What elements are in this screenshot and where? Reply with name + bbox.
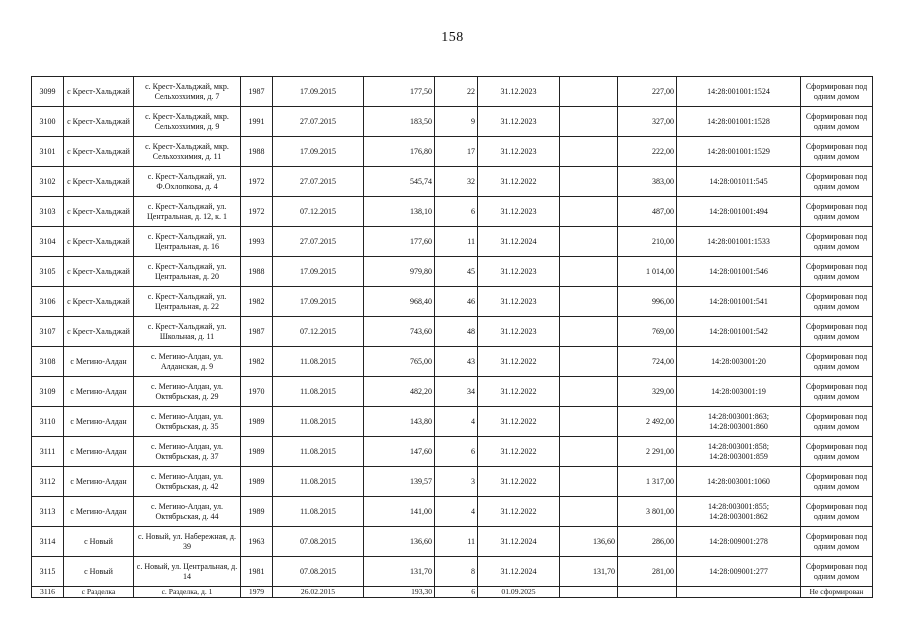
cell-address: с. Новый, ул. Центральная, д. 14 (134, 557, 241, 587)
cell-cost: 327,00 (618, 107, 677, 137)
cell-extra-area (560, 137, 618, 167)
cell-row-number: 3111 (32, 437, 64, 467)
cell-extra-area: 136,60 (560, 527, 618, 557)
cell-extra-area (560, 107, 618, 137)
cell-extra-area (560, 407, 618, 437)
table-body (32, 77, 873, 598)
cell-cost: 769,00 (618, 317, 677, 347)
table-row (32, 437, 873, 467)
cell-residents: 3 (435, 467, 478, 497)
cell-cost: 281,00 (618, 557, 677, 587)
cell-year-built: 1972 (241, 167, 273, 197)
cell-row-number: 3110 (32, 407, 64, 437)
cell-row-number: 3104 (32, 227, 64, 257)
cell-cadastral-number: 14:28:003001:863; 14:28:003001:860 (677, 407, 801, 437)
cell-deadline: 31.12.2023 (478, 197, 560, 227)
cell-deadline: 31.12.2024 (478, 227, 560, 257)
cell-settlement: с Крест-Хальджай (64, 77, 134, 107)
table-row (32, 107, 873, 137)
cell-address: с. Крест-Хальджай, ул. Школьная, д. 11 (134, 317, 241, 347)
cell-extra-area (560, 317, 618, 347)
cell-date: 11.08.2015 (273, 407, 364, 437)
cell-residents: 11 (435, 227, 478, 257)
cell-address: с. Крест-Хальджай, ул. Центральная, д. 16 (134, 227, 241, 257)
cell-land-status: Сформирован под одним домом (801, 227, 873, 257)
cell-extra-area (560, 437, 618, 467)
cell-deadline: 01.09.2025 (478, 587, 560, 598)
housing-registry-table (31, 76, 873, 598)
cell-cost: 1 014,00 (618, 257, 677, 287)
cell-deadline: 31.12.2022 (478, 347, 560, 377)
table-row (32, 527, 873, 557)
cell-settlement: с Крест-Хальджай (64, 167, 134, 197)
cell-address: с. Мегино-Алдан, ул. Октябрьская, д. 35 (134, 407, 241, 437)
cell-land-status: Не сформирован (801, 587, 873, 598)
cell-year-built: 1989 (241, 497, 273, 527)
cell-address: с. Крест-Хальджай, ул. Центральная, д. 20 (134, 257, 241, 287)
cell-extra-area (560, 167, 618, 197)
cell-address: с. Крест-Хальджай, мкр. Сельхозхимия, д. 11 (134, 137, 241, 167)
cell-address: с. Крест-Хальджай, мкр. Сельхозхимия, д. 7 (134, 77, 241, 107)
cell-residents: 48 (435, 317, 478, 347)
table-row (32, 347, 873, 377)
cell-residents: 9 (435, 107, 478, 137)
cell-area: 968,40 (364, 287, 435, 317)
cell-settlement: с Крест-Хальджай (64, 197, 134, 227)
cell-land-status: Сформирован под одним домом (801, 257, 873, 287)
table-row (32, 257, 873, 287)
cell-residents: 46 (435, 287, 478, 317)
cell-deadline: 31.12.2022 (478, 407, 560, 437)
table-row (32, 137, 873, 167)
table-row (32, 467, 873, 497)
cell-residents: 6 (435, 437, 478, 467)
cell-year-built: 1988 (241, 137, 273, 167)
cell-row-number: 3114 (32, 527, 64, 557)
cell-row-number: 3101 (32, 137, 64, 167)
cell-settlement: с Мегино-Алдан (64, 467, 134, 497)
cell-land-status: Сформирован под одним домом (801, 557, 873, 587)
page-number: 158 (441, 30, 464, 45)
table-row (32, 317, 873, 347)
cell-deadline: 31.12.2022 (478, 437, 560, 467)
cell-cadastral-number: 14:28:001001:1529 (677, 137, 801, 167)
cell-address: с. Мегино-Алдан, ул. Октябрьская, д. 29 (134, 377, 241, 407)
cell-address: с. Крест-Хальджай, ул. Ф.Охлопкова, д. 4 (134, 167, 241, 197)
cell-land-status: Сформирован под одним домом (801, 377, 873, 407)
cell-cadastral-number: 14:28:003001:1060 (677, 467, 801, 497)
cell-area: 147,60 (364, 437, 435, 467)
table-row (32, 497, 873, 527)
cell-extra-area (560, 197, 618, 227)
cell-extra-area (560, 227, 618, 257)
cell-year-built: 1963 (241, 527, 273, 557)
cell-date: 07.12.2015 (273, 317, 364, 347)
cell-row-number: 3108 (32, 347, 64, 377)
table-row (32, 197, 873, 227)
cell-area: 176,80 (364, 137, 435, 167)
cell-residents: 4 (435, 407, 478, 437)
cell-date: 11.08.2015 (273, 497, 364, 527)
cell-land-status: Сформирован под одним домом (801, 137, 873, 167)
cell-settlement: с Крест-Хальджай (64, 287, 134, 317)
table-row (32, 167, 873, 197)
cell-cost: 383,00 (618, 167, 677, 197)
cell-year-built: 1982 (241, 287, 273, 317)
cell-land-status: Сформирован под одним домом (801, 497, 873, 527)
cell-cadastral-number: 14:28:001001:1533 (677, 227, 801, 257)
cell-cost: 227,00 (618, 77, 677, 107)
cell-residents: 11 (435, 527, 478, 557)
cell-area: 139,57 (364, 467, 435, 497)
cell-settlement: с Новый (64, 527, 134, 557)
cell-cost (618, 587, 677, 598)
cell-date: 07.12.2015 (273, 197, 364, 227)
cell-date: 26.02.2015 (273, 587, 364, 598)
table-row (32, 407, 873, 437)
cell-cost: 2 291,00 (618, 437, 677, 467)
cell-year-built: 1987 (241, 317, 273, 347)
cell-residents: 32 (435, 167, 478, 197)
cell-extra-area: 131,70 (560, 557, 618, 587)
cell-year-built: 1972 (241, 197, 273, 227)
cell-row-number: 3099 (32, 77, 64, 107)
cell-area: 743,60 (364, 317, 435, 347)
cell-address: с. Разделка, д. 1 (134, 587, 241, 598)
cell-address: с. Новый, ул. Набережная, д. 39 (134, 527, 241, 557)
cell-row-number: 3113 (32, 497, 64, 527)
cell-row-number: 3107 (32, 317, 64, 347)
cell-residents: 22 (435, 77, 478, 107)
cell-cadastral-number (677, 587, 801, 598)
cell-cost: 724,00 (618, 347, 677, 377)
cell-residents: 8 (435, 557, 478, 587)
cell-row-number: 3109 (32, 377, 64, 407)
cell-date: 11.08.2015 (273, 377, 364, 407)
cell-year-built: 1970 (241, 377, 273, 407)
cell-settlement: с Мегино-Алдан (64, 347, 134, 377)
cell-land-status: Сформирован под одним домом (801, 167, 873, 197)
cell-year-built: 1979 (241, 587, 273, 598)
cell-date: 27.07.2015 (273, 167, 364, 197)
cell-area: 177,50 (364, 77, 435, 107)
cell-address: с. Мегино-Алдан, ул. Октябрьская, д. 42 (134, 467, 241, 497)
cell-cadastral-number: 14:28:009001:278 (677, 527, 801, 557)
cell-settlement: с Крест-Хальджай (64, 227, 134, 257)
cell-address: с. Мегино-Алдан, ул. Октябрьская, д. 37 (134, 437, 241, 467)
cell-area: 138,10 (364, 197, 435, 227)
table-row (32, 377, 873, 407)
cell-land-status: Сформирован под одним домом (801, 287, 873, 317)
cell-cost: 2 492,00 (618, 407, 677, 437)
cell-residents: 6 (435, 587, 478, 598)
cell-deadline: 31.12.2023 (478, 257, 560, 287)
cell-extra-area (560, 257, 618, 287)
cell-land-status: Сформирован под одним домом (801, 77, 873, 107)
cell-address: с. Крест-Хальджай, мкр. Сельхозхимия, д. 9 (134, 107, 241, 137)
cell-settlement: с Новый (64, 557, 134, 587)
cell-date: 27.07.2015 (273, 227, 364, 257)
cell-area: 193,30 (364, 587, 435, 598)
cell-cost: 222,00 (618, 137, 677, 167)
cell-residents: 34 (435, 377, 478, 407)
cell-area: 143,80 (364, 407, 435, 437)
cell-cadastral-number: 14:28:001001:542 (677, 317, 801, 347)
cell-address: с. Крест-Хальджай, ул. Центральная, д. 12, к. 1 (134, 197, 241, 227)
cell-residents: 17 (435, 137, 478, 167)
cell-area: 545,74 (364, 167, 435, 197)
cell-year-built: 1989 (241, 467, 273, 497)
cell-area: 183,50 (364, 107, 435, 137)
cell-row-number: 3115 (32, 557, 64, 587)
cell-deadline: 31.12.2023 (478, 137, 560, 167)
cell-area: 131,70 (364, 557, 435, 587)
cell-cadastral-number: 14:28:009001:277 (677, 557, 801, 587)
table-row (32, 587, 873, 598)
cell-date: 17.09.2015 (273, 257, 364, 287)
cell-area: 765,00 (364, 347, 435, 377)
cell-area: 482,20 (364, 377, 435, 407)
cell-date: 17.09.2015 (273, 77, 364, 107)
cell-year-built: 1987 (241, 77, 273, 107)
cell-land-status: Сформирован под одним домом (801, 197, 873, 227)
cell-row-number: 3116 (32, 587, 64, 598)
cell-year-built: 1993 (241, 227, 273, 257)
cell-cadastral-number: 14:28:003001:20 (677, 347, 801, 377)
cell-year-built: 1981 (241, 557, 273, 587)
cell-row-number: 3103 (32, 197, 64, 227)
cell-cadastral-number: 14:28:003001:855; 14:28:003001:862 (677, 497, 801, 527)
cell-deadline: 31.12.2022 (478, 377, 560, 407)
cell-area: 141,00 (364, 497, 435, 527)
cell-date: 11.08.2015 (273, 467, 364, 497)
cell-deadline: 31.12.2024 (478, 527, 560, 557)
cell-deadline: 31.12.2023 (478, 77, 560, 107)
cell-extra-area (560, 467, 618, 497)
cell-row-number: 3105 (32, 257, 64, 287)
cell-land-status: Сформирован под одним домом (801, 527, 873, 557)
cell-extra-area (560, 287, 618, 317)
cell-address: с. Мегино-Алдан, ул. Октябрьская, д. 44 (134, 497, 241, 527)
cell-year-built: 1982 (241, 347, 273, 377)
cell-address: с. Крест-Хальджай, ул. Центральная, д. 22 (134, 287, 241, 317)
cell-year-built: 1989 (241, 407, 273, 437)
cell-extra-area (560, 347, 618, 377)
cell-settlement: с Крест-Хальджай (64, 257, 134, 287)
cell-settlement: с Мегино-Алдан (64, 377, 134, 407)
cell-cadastral-number: 14:28:001001:494 (677, 197, 801, 227)
cell-residents: 4 (435, 497, 478, 527)
cell-land-status: Сформирован под одним домом (801, 107, 873, 137)
cell-year-built: 1989 (241, 437, 273, 467)
cell-cadastral-number: 14:28:001001:541 (677, 287, 801, 317)
cell-residents: 43 (435, 347, 478, 377)
cell-date: 17.09.2015 (273, 287, 364, 317)
cell-cost: 3 801,00 (618, 497, 677, 527)
cell-area: 979,80 (364, 257, 435, 287)
cell-cadastral-number: 14:28:003001:858; 14:28:003001:859 (677, 437, 801, 467)
cell-cost: 329,00 (618, 377, 677, 407)
cell-deadline: 31.12.2022 (478, 467, 560, 497)
table-row (32, 77, 873, 107)
cell-extra-area (560, 77, 618, 107)
cell-date: 07.08.2015 (273, 527, 364, 557)
cell-settlement: с Крест-Хальджай (64, 317, 134, 347)
cell-residents: 45 (435, 257, 478, 287)
cell-land-status: Сформирован под одним домом (801, 407, 873, 437)
cell-cost: 487,00 (618, 197, 677, 227)
cell-extra-area (560, 587, 618, 598)
cell-land-status: Сформирован под одним домом (801, 317, 873, 347)
cell-year-built: 1988 (241, 257, 273, 287)
cell-date: 07.08.2015 (273, 557, 364, 587)
cell-residents: 6 (435, 197, 478, 227)
cell-deadline: 31.12.2023 (478, 287, 560, 317)
cell-cost: 1 317,00 (618, 467, 677, 497)
cell-land-status: Сформирован под одним домом (801, 347, 873, 377)
cell-area: 136,60 (364, 527, 435, 557)
cell-date: 11.08.2015 (273, 437, 364, 467)
cell-cost: 996,00 (618, 287, 677, 317)
cell-cost: 286,00 (618, 527, 677, 557)
cell-area: 177,60 (364, 227, 435, 257)
cell-address: с. Мегино-Алдан, ул. Алданская, д. 9 (134, 347, 241, 377)
cell-cadastral-number: 14:28:001001:546 (677, 257, 801, 287)
cell-land-status: Сформирован под одним домом (801, 437, 873, 467)
cell-row-number: 3100 (32, 107, 64, 137)
cell-deadline: 31.12.2023 (478, 107, 560, 137)
cell-row-number: 3106 (32, 287, 64, 317)
cell-deadline: 31.12.2022 (478, 167, 560, 197)
cell-row-number: 3112 (32, 467, 64, 497)
cell-settlement: с Крест-Хальджай (64, 107, 134, 137)
table-row (32, 557, 873, 587)
cell-deadline: 31.12.2023 (478, 317, 560, 347)
cell-settlement: с Мегино-Алдан (64, 407, 134, 437)
cell-cadastral-number: 14:28:003001:19 (677, 377, 801, 407)
cell-extra-area (560, 377, 618, 407)
table-row (32, 287, 873, 317)
cell-settlement: с Разделка (64, 587, 134, 598)
cell-cadastral-number: 14:28:001001:1528 (677, 107, 801, 137)
cell-cadastral-number: 14:28:001011:545 (677, 167, 801, 197)
cell-settlement: с Крест-Хальджай (64, 137, 134, 167)
cell-cost: 210,00 (618, 227, 677, 257)
cell-deadline: 31.12.2024 (478, 557, 560, 587)
cell-row-number: 3102 (32, 167, 64, 197)
cell-date: 11.08.2015 (273, 347, 364, 377)
table-row (32, 227, 873, 257)
cell-date: 27.07.2015 (273, 107, 364, 137)
cell-cadastral-number: 14:28:001001:1524 (677, 77, 801, 107)
cell-land-status: Сформирован под одним домом (801, 467, 873, 497)
cell-date: 17.09.2015 (273, 137, 364, 167)
cell-year-built: 1991 (241, 107, 273, 137)
cell-settlement: с Мегино-Алдан (64, 497, 134, 527)
cell-deadline: 31.12.2022 (478, 497, 560, 527)
cell-settlement: с Мегино-Алдан (64, 437, 134, 467)
cell-extra-area (560, 497, 618, 527)
